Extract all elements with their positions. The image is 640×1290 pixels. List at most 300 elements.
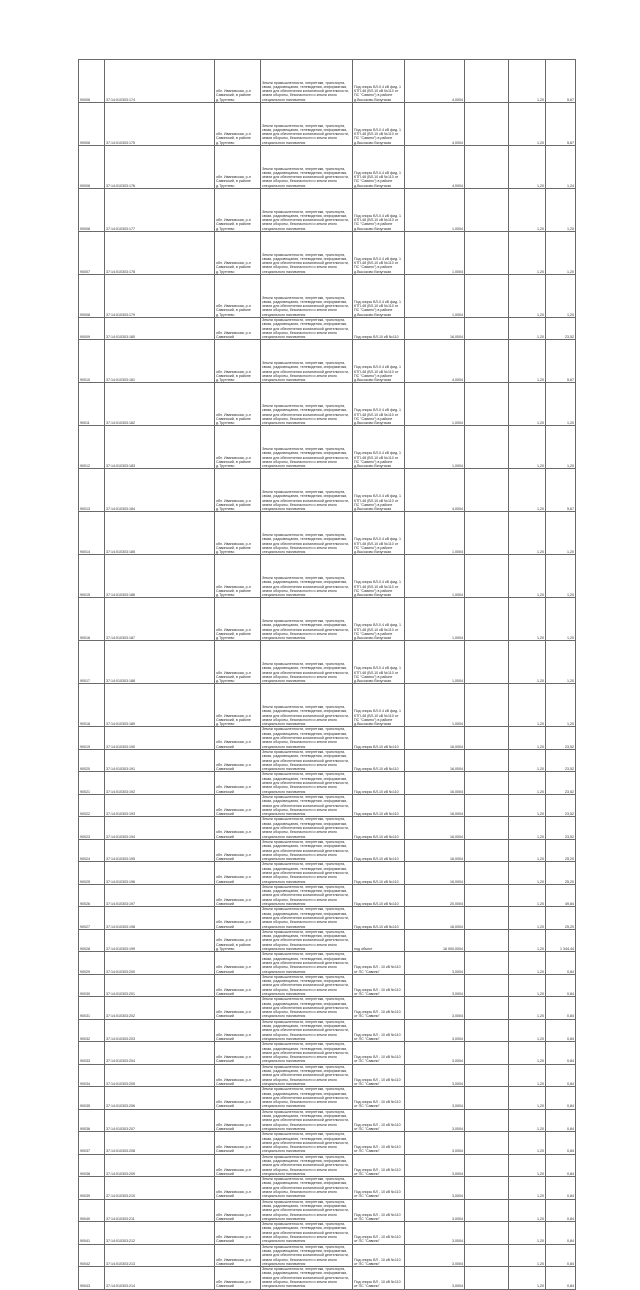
land-category: Земли промышленности, энергетики, транспорта, связи, радиовещания, телевидения, информатики, земли для обеспечения космической деятельности, земли обороны, безопасности и земли иного специального назначения — [261, 1064, 353, 1086]
rate — [465, 598, 509, 641]
row-number: 90038 — [79, 1154, 105, 1176]
row-number: 90007 — [79, 232, 105, 275]
coefficient: 1,20 — [509, 598, 546, 641]
sum: 0,84 — [546, 1109, 576, 1131]
cadastral-number: 37:14:010303:205 — [105, 1064, 215, 1086]
cadastral-number: 37:14:010303:206 — [105, 1087, 215, 1109]
row-number: 90011 — [79, 383, 105, 426]
rate — [465, 1199, 509, 1221]
table-row — [79, 512, 576, 555]
rate — [465, 817, 509, 839]
sum: 0,84 — [546, 1042, 576, 1064]
area: 1,0004 — [405, 383, 465, 426]
land-category: Земли промышленности, энергетики, транспорта, связи, радиовещания, телевидения, информатики, земли для обеспечения космической деятельности, земли обороны, безопасности и земли иного специального назначения — [261, 749, 353, 771]
coefficient: 1,20 — [509, 318, 546, 340]
sum: 23,52 — [546, 817, 576, 839]
table-row — [79, 1064, 576, 1086]
rate — [465, 929, 509, 951]
sum: 5,67 — [546, 60, 576, 103]
land-category: Земли промышленности, энергетики, транспорта, связи, радиовещания, телевидения, информатики, земли для обеспечения космической деятельности, земли обороны, безопасности и земли иного специального назначения — [261, 997, 353, 1019]
area: 16,0004 — [405, 772, 465, 794]
table-row — [79, 794, 576, 816]
land-category: Земли промышленности, энергетики, транспорта, связи, радиовещания, телевидения, информатики, земли для обеспечения космической деятельности, земли обороны, безопасности и земли иного специального назначения — [261, 146, 353, 189]
permitted-use: Под опоры ВЛ-10 кВ №110 — [353, 884, 405, 906]
row-number: 90031 — [79, 997, 105, 1019]
sum: 0,84 — [546, 1244, 576, 1266]
coefficient: 1,20 — [509, 146, 546, 189]
area: 1,0004 — [405, 189, 465, 232]
coefficient: 1,20 — [509, 189, 546, 232]
table-row — [79, 1132, 576, 1154]
coefficient: 1,20 — [509, 340, 546, 383]
land-category: Земли промышленности, энергетики, транспорта, связи, радиовещания, телевидения, информатики, земли для обеспечения космической деятельности, земли обороны, безопасности и земли иного специального назначения — [261, 1177, 353, 1199]
sum: 1,20 — [546, 555, 576, 598]
address: обл. Ивановская, р-н Савинский — [215, 1267, 261, 1289]
area: 3,0004 — [405, 1064, 465, 1086]
coefficient: 1,20 — [509, 1019, 546, 1041]
sum: 1,20 — [546, 275, 576, 318]
coefficient: 1,20 — [509, 1132, 546, 1154]
row-number: 90008 — [79, 275, 105, 318]
land-category: Земли промышленности, энергетики, транспорта, связи, радиовещания, телевидения, информатики, земли для обеспечения космической деятельности, земли обороны, безопасности и земли иного специального назначения — [261, 974, 353, 996]
address: обл. Ивановская, р-н Савинский, в районе д.Трутнево — [215, 512, 261, 555]
table-row — [79, 862, 576, 884]
rate — [465, 749, 509, 771]
permitted-use: Под опоры ВЛ-0.4 кВ фид. 1 КТП-48 (ВЛ-10 кВ №110 от ПС "Савино") в районе д.Высоково Вичугская — [353, 146, 405, 189]
permitted-use: Под опоры ВЛ-0.4 кВ фид. 1 КТП-48 (ВЛ-10 кВ №110 от ПС "Савино") в районе д.Высоково Вичугская — [353, 555, 405, 598]
area: 3,0004 — [405, 1154, 465, 1176]
land-category: Земли промышленности, энергетики, транспорта, связи, радиовещания, телевидения, информатики, земли для обеспечения космической деятельности, земли обороны, безопасности и земли иного специального назначения — [261, 1244, 353, 1266]
cadastral-number: 37:14:010303:182 — [105, 383, 215, 426]
sum: 23,52 — [546, 749, 576, 771]
row-number: 90006 — [79, 60, 105, 103]
sum: 23,52 — [546, 772, 576, 794]
coefficient: 1,20 — [509, 275, 546, 318]
area: 16,0004 — [405, 907, 465, 929]
row-number: 90016 — [79, 598, 105, 641]
sum: 0,84 — [546, 1222, 576, 1244]
rate — [465, 641, 509, 684]
address: обл. Ивановская, р-н Савинский — [215, 907, 261, 929]
coefficient: 1,20 — [509, 1267, 546, 1289]
address: обл. Ивановская, р-н Савинский — [215, 1132, 261, 1154]
land-category: Земли промышленности, энергетики, транспорта, связи, радиовещания, телевидения, информатики, земли для обеспечения космической деятельности, земли обороны, безопасности и земли иного специального назначения — [261, 794, 353, 816]
table-row — [79, 1154, 576, 1176]
table-row — [79, 1087, 576, 1109]
table-row — [79, 817, 576, 839]
permitted-use: Под опоры ВЛ-0.4 кВ фид. 1 КТП-48 (ВЛ-10 кВ №110 от ПС "Савино") в районе д.Высоково Вичугская — [353, 383, 405, 426]
row-number: 90019 — [79, 727, 105, 749]
permitted-use: Под опоры ВЛ - 10 кВ №110 от ПС "Савино" — [353, 1042, 405, 1064]
cadastral-number: 37:14:010303:174 — [105, 60, 215, 103]
coefficient: 1,20 — [509, 60, 546, 103]
sum: 0,84 — [546, 974, 576, 996]
cadastral-number: 37:14:010303:180 — [105, 318, 215, 340]
land-category: Земли промышленности, энергетики, транспорта, связи, радиовещания, телевидения, информатики, земли для обеспечения космической деятельности, земли обороны, безопасности и земли иного специального назначения — [261, 1042, 353, 1064]
table-row — [79, 1109, 576, 1131]
address: обл. Ивановская, р-н Савинский — [215, 727, 261, 749]
permitted-use: Под опоры ВЛ - 10 кВ №110 от ПС "Савино" — [353, 1199, 405, 1221]
sum: 0,84 — [546, 952, 576, 974]
rate — [465, 103, 509, 146]
row-number: 90022 — [79, 794, 105, 816]
permitted-use: Под опоры ВЛ-10 кВ №110 — [353, 727, 405, 749]
address: обл. Ивановская, р-н Савинский — [215, 1244, 261, 1266]
rate — [465, 884, 509, 906]
coefficient: 1,20 — [509, 907, 546, 929]
area: 3,0004 — [405, 1109, 465, 1131]
row-number: 90036 — [79, 1109, 105, 1131]
cadastral-number: 37:14:010303:211 — [105, 1199, 215, 1221]
address: обл. Ивановская, р-н Савинский, в районе д.Трутнево — [215, 340, 261, 383]
address: обл. Ивановская, р-н Савинский — [215, 1154, 261, 1176]
row-number: 90012 — [79, 426, 105, 469]
address: обл. Ивановская, р-н Савинский, в районе д.Трутнево — [215, 103, 261, 146]
permitted-use: Под опоры ВЛ - 10 кВ №110 от ПС "Савино" — [353, 1064, 405, 1086]
permitted-use: Под опоры ВЛ-0.4 кВ фид. 1 КТП-48 (ВЛ-10 кВ №110 от ПС "Савино") в районе д.Высоково Вичугская — [353, 598, 405, 641]
permitted-use: Под опоры ВЛ-0.4 кВ фид. 1 КТП-48 (ВЛ-10 кВ №110 от ПС "Савино") в районе д.Высоково Вичугская — [353, 512, 405, 555]
rate — [465, 189, 509, 232]
table-row — [79, 929, 576, 951]
table-row — [79, 146, 576, 189]
area: 1,0004 — [405, 555, 465, 598]
sum: 1,20 — [546, 232, 576, 275]
cadastral-number: 37:14:010303:189 — [105, 684, 215, 727]
address: обл. Ивановская, р-н Савинский — [215, 839, 261, 861]
row-number: 90041 — [79, 1222, 105, 1244]
cadastral-number: 37:14:010303:179 — [105, 275, 215, 318]
coefficient: 1,20 — [509, 1244, 546, 1266]
sum: 0,84 — [546, 1019, 576, 1041]
coefficient: 1,20 — [509, 426, 546, 469]
coefficient: 1,20 — [509, 555, 546, 598]
area: 4,0004 — [405, 146, 465, 189]
table-row — [79, 884, 576, 906]
area: 3,0004 — [405, 1087, 465, 1109]
table-row — [79, 727, 576, 749]
table-row — [79, 684, 576, 727]
sum: 23,52 — [546, 318, 576, 340]
rate — [465, 275, 509, 318]
address: обл. Ивановская, р-н Савинский — [215, 318, 261, 340]
area: 1,0004 — [405, 512, 465, 555]
rate — [465, 60, 509, 103]
table-row — [79, 469, 576, 512]
sum: 0,84 — [546, 1267, 576, 1289]
rate — [465, 318, 509, 340]
address: обл. Ивановская, р-н Савинский, в районе д.Трутнево — [215, 60, 261, 103]
table-row — [79, 1019, 576, 1041]
row-number: 90039 — [79, 1177, 105, 1199]
rate — [465, 1154, 509, 1176]
address: обл. Ивановская, р-н Савинский — [215, 884, 261, 906]
coefficient: 1,20 — [509, 1199, 546, 1221]
area: 4,0004 — [405, 469, 465, 512]
area: 3,0004 — [405, 974, 465, 996]
area: 3,0004 — [405, 1267, 465, 1289]
land-category: Земли промышленности, энергетики, транспорта, связи, радиовещания, телевидения, информатики, земли для обеспечения космической деятельности, земли обороны, безопасности и земли иного специального назначения — [261, 1019, 353, 1041]
rate — [465, 555, 509, 598]
permitted-use: Под опоры ВЛ-0.4 кВ фид. 1 КТП-48 (ВЛ-10 кВ №110 от ПС "Савино") в районе д.Высоково Вичугская — [353, 469, 405, 512]
area: 3,0004 — [405, 1244, 465, 1266]
address: обл. Ивановская, р-н Савинский, в районе д.Трутнево — [215, 232, 261, 275]
rate — [465, 426, 509, 469]
area: 1,0004 — [405, 426, 465, 469]
address: обл. Ивановская, р-н Савинский — [215, 1109, 261, 1131]
sum: 1,20 — [546, 426, 576, 469]
rate — [465, 1267, 509, 1289]
sum: 49,84 — [546, 884, 576, 906]
area: 1,0004 — [405, 598, 465, 641]
row-number: 90035 — [79, 1087, 105, 1109]
cadastral-number: 37:14:010303:201 — [105, 974, 215, 996]
land-category: Земли промышленности, энергетики, транспорта, связи, радиовещания, телевидения, информатики, земли для обеспечения космической деятельности, земли обороны, безопасности и земли иного специального назначения — [261, 275, 353, 318]
address: обл. Ивановская, р-н Савинский, в районе д.Трутнево — [215, 684, 261, 727]
address: обл. Ивановская, р-н Савинский — [215, 1199, 261, 1221]
cadastral-number: 37:14:010303:199 — [105, 929, 215, 951]
area: 1,0004 — [405, 232, 465, 275]
cadastral-number: 37:14:010303:197 — [105, 884, 215, 906]
row-number: 90017 — [79, 641, 105, 684]
sum: 1,20 — [546, 684, 576, 727]
sum: 0,84 — [546, 1064, 576, 1086]
row-number: 90018 — [79, 684, 105, 727]
area: 4,0004 — [405, 103, 465, 146]
area: 3,0004 — [405, 1199, 465, 1221]
cadastral-number: 37:14:010303:187 — [105, 598, 215, 641]
table-row — [79, 426, 576, 469]
coefficient: 1,20 — [509, 383, 546, 426]
coefficient: 1,20 — [509, 997, 546, 1019]
sum: 5,67 — [546, 340, 576, 383]
permitted-use: Под опоры ВЛ - 10 кВ №110 от ПС "Савино" — [353, 1019, 405, 1041]
land-category: Земли промышленности, энергетики, транспорта, связи, радиовещания, телевидения, информатики, земли для обеспечения космической деятельности, земли обороны, безопасности и земли иного специального назначения — [261, 884, 353, 906]
area: 3,0004 — [405, 1132, 465, 1154]
permitted-use: Под опоры ВЛ - 10 кВ №110 от ПС "Савино" — [353, 1132, 405, 1154]
coefficient: 1,20 — [509, 1064, 546, 1086]
row-number: 90015 — [79, 555, 105, 598]
rate — [465, 1019, 509, 1041]
table-row — [79, 60, 576, 103]
permitted-use: Под опоры ВЛ - 10 кВ №110 от ПС "Савино" — [353, 1244, 405, 1266]
area: 20,0004 — [405, 884, 465, 906]
table-row — [79, 275, 576, 318]
sum: 5,67 — [546, 469, 576, 512]
table-row — [79, 103, 576, 146]
table-row — [79, 772, 576, 794]
rate — [465, 1177, 509, 1199]
sum: 1,20 — [546, 383, 576, 426]
rate — [465, 974, 509, 996]
permitted-use: Под опоры ВЛ - 10 кВ №110 от ПС "Савино" — [353, 1222, 405, 1244]
coefficient: 1,20 — [509, 727, 546, 749]
area: 16,0004 — [405, 318, 465, 340]
rate — [465, 1042, 509, 1064]
cadastral-number: 37:14:010303:214 — [105, 1267, 215, 1289]
row-number: 90030 — [79, 974, 105, 996]
row-number: 90021 — [79, 772, 105, 794]
permitted-use: Под опоры ВЛ - 10 кВ №110 от ПС "Савино" — [353, 1109, 405, 1131]
permitted-use: Под опоры ВЛ-10 кВ №110 — [353, 817, 405, 839]
coefficient: 1,20 — [509, 103, 546, 146]
rate — [465, 1064, 509, 1086]
area: 3,0004 — [405, 997, 465, 1019]
rate — [465, 469, 509, 512]
land-register-table — [78, 59, 575, 1290]
coefficient: 1,20 — [509, 1154, 546, 1176]
row-number: 90020 — [79, 749, 105, 771]
address: обл. Ивановская, р-н Савинский, в районе д.Трутнево — [215, 469, 261, 512]
sum: 0,84 — [546, 1087, 576, 1109]
row-number: 90026 — [79, 884, 105, 906]
land-category: Земли промышленности, энергетики, транспорта, связи, радиовещания, телевидения, информатики, земли для обеспечения космической деятельности, земли обороны, безопасности и земли иного специального назначения — [261, 189, 353, 232]
row-number: 90033 — [79, 1042, 105, 1064]
land-category: Земли промышленности, энергетики, транспорта, связи, радиовещания, телевидения, информатики, земли для обеспечения космической деятельности, земли обороны, безопасности и земли иного специального назначения — [261, 952, 353, 974]
address: обл. Ивановская, р-н Савинский — [215, 1042, 261, 1064]
coefficient: 1,20 — [509, 1109, 546, 1131]
land-category: Земли промышленности, энергетики, транспорта, связи, радиовещания, телевидения, информатики, земли для обеспечения космической деятельности, земли обороны, безопасности и земли иного специального назначения — [261, 60, 353, 103]
address: обл. Ивановская, р-н Савинский, в районе д.Трутнево — [215, 383, 261, 426]
address: обл. Ивановская, р-н Савинский, в районе д.Трутнево — [215, 146, 261, 189]
land-category: Земли промышленности, энергетики, транспорта, связи, радиовещания, телевидения, информатики, земли для обеспечения космической деятельности, земли обороны, безопасности и земли иного специального назначения — [261, 1267, 353, 1289]
permitted-use: Под опоры ВЛ-0.4 кВ фид. 1 КТП-48 (ВЛ-10 кВ №110 от ПС "Савино") в районе д.Высоково Вичугская — [353, 60, 405, 103]
table-row — [79, 1222, 576, 1244]
land-category: Земли промышленности, энергетики, транспорта, связи, радиовещания, телевидения, информатики, земли для обеспечения космической деятельности, земли обороны, безопасности и земли иного специального назначения — [261, 469, 353, 512]
cadastral-number: 37:14:010303:183 — [105, 426, 215, 469]
area: 16,0004 — [405, 839, 465, 861]
table-row — [79, 555, 576, 598]
land-category: Земли промышленности, энергетики, транспорта, связи, радиовещания, телевидения, информатики, земли для обеспечения космической деятельности, земли обороны, безопасности и земли иного специального назначения — [261, 1154, 353, 1176]
coefficient: 1,20 — [509, 1177, 546, 1199]
table-row — [79, 1177, 576, 1199]
table-row — [79, 839, 576, 861]
cadastral-number: 37:14:010303:193 — [105, 794, 215, 816]
area: 3,0004 — [405, 952, 465, 974]
area: 16,0004 — [405, 794, 465, 816]
land-category: Земли промышленности, энергетики, транспорта, связи, радиовещания, телевидения, информатики, земли для обеспечения космической деятельности, земли обороны, безопасности и земли иного специального назначения — [261, 1132, 353, 1154]
rate — [465, 232, 509, 275]
land-category: Земли промышленности, энергетики, транспорта, связи, радиовещания, телевидения, информатики, земли для обеспечения космической деятельности, земли обороны, безопасности и земли иного специального назначения — [261, 1222, 353, 1244]
rate — [465, 146, 509, 189]
land-category: Земли промышленности, энергетики, транспорта, связи, радиовещания, телевидения, информатики, земли для обеспечения космической деятельности, земли обороны, безопасности и земли иного специального назначения — [261, 1199, 353, 1221]
coefficient: 1,20 — [509, 512, 546, 555]
sum: 1,20 — [546, 598, 576, 641]
cadastral-number: 37:14:010303:209 — [105, 1154, 215, 1176]
table-row — [79, 1267, 576, 1289]
rate — [465, 952, 509, 974]
sum: 1 344,44 — [546, 929, 576, 951]
address: обл. Ивановская, р-н Савинский — [215, 862, 261, 884]
rate — [465, 1109, 509, 1131]
coefficient: 1,20 — [509, 884, 546, 906]
permitted-use: Под опоры ВЛ-10 кВ №110 — [353, 907, 405, 929]
permitted-use: Под опоры ВЛ - 10 кВ №110 от ПС "Савино" — [353, 1154, 405, 1176]
rate — [465, 684, 509, 727]
sum: 1,24 — [546, 146, 576, 189]
permitted-use: Под опоры ВЛ-0.4 кВ фид. 1 КТП-48 (ВЛ-10 кВ №110 от ПС "Савино") в районе д.Высоково Вичугская — [353, 641, 405, 684]
sum: 0,84 — [546, 1177, 576, 1199]
cadastral-number: 37:14:010303:175 — [105, 103, 215, 146]
cadastral-number: 37:14:010303:200 — [105, 952, 215, 974]
cadastral-number: 37:14:010303:178 — [105, 232, 215, 275]
cadastral-number: 37:14:010303:190 — [105, 727, 215, 749]
row-number: 90014 — [79, 512, 105, 555]
land-category: Земли промышленности, энергетики, транспорта, связи, радиовещания, телевидения, информатики, земли для обеспечения космической деятельности, земли обороны, безопасности и земли иного специального назначения — [261, 641, 353, 684]
address: обл. Ивановская, р-н Савинский, в районе д.Трутнево — [215, 189, 261, 232]
row-number: 90009 — [79, 318, 105, 340]
cadastral-number: 37:14:010303:210 — [105, 1177, 215, 1199]
area: 1,0004 — [405, 641, 465, 684]
permitted-use: Под опоры ВЛ-10 кВ №110 — [353, 749, 405, 771]
cadastral-number: 37:14:010303:181 — [105, 340, 215, 383]
coefficient: 1,20 — [509, 952, 546, 974]
land-category: Земли промышленности, энергетики, транспорта, связи, радиовещания, телевидения, информатики, земли для обеспечения космической деятельности, земли обороны, безопасности и земли иного специального назначения — [261, 772, 353, 794]
permitted-use: Под опоры ВЛ-0.4 кВ фид. 1 КТП-48 (ВЛ-10 кВ №110 от ПС "Савино") в районе д.Высоково Вичугская — [353, 232, 405, 275]
coefficient: 1,20 — [509, 772, 546, 794]
coefficient: 1,20 — [509, 839, 546, 861]
rate — [465, 340, 509, 383]
permitted-use: Под опоры ВЛ - 10 кВ №110 от ПС "Савино" — [353, 997, 405, 1019]
sum: 0,84 — [546, 1199, 576, 1221]
table-row — [79, 383, 576, 426]
permitted-use: Под опоры ВЛ-10 кВ №110 — [353, 318, 405, 340]
sum: 5,67 — [546, 103, 576, 146]
rate — [465, 1222, 509, 1244]
row-number: 90025 — [79, 862, 105, 884]
cadastral-number: 37:14:010303:176 — [105, 146, 215, 189]
address: обл. Ивановская, р-н Савинский — [215, 1087, 261, 1109]
cadastral-number: 37:14:010303:207 — [105, 1109, 215, 1131]
rate — [465, 727, 509, 749]
row-number: 90028 — [79, 929, 105, 951]
permitted-use: Под опоры ВЛ-0.4 кВ фид. 1 КТП-48 (ВЛ-10 кВ №110 от ПС "Савино") в районе д.Высоково Вичугская — [353, 103, 405, 146]
land-category: Земли промышленности, энергетики, транспорта, связи, радиовещания, телевидения, информатики, земли для обеспечения космической деятельности, земли обороны, безопасности и земли иного специального назначения — [261, 426, 353, 469]
permitted-use: Под опоры ВЛ-0.4 кВ фид. 1 КТП-48 (ВЛ-10 кВ №110 от ПС "Савино") в районе д.Высоково Вичугская — [353, 189, 405, 232]
cadastral-number: 37:14:010303:195 — [105, 839, 215, 861]
sum: 1,20 — [546, 512, 576, 555]
rate — [465, 997, 509, 1019]
permitted-use: Под опоры ВЛ - 10 кВ №110 от ПС "Савино" — [353, 952, 405, 974]
address: обл. Ивановская, р-н Савинский — [215, 749, 261, 771]
coefficient: 1,20 — [509, 641, 546, 684]
sum: 1,20 — [546, 189, 576, 232]
area: 3,0004 — [405, 1222, 465, 1244]
table-row — [79, 318, 576, 340]
table-row — [79, 974, 576, 996]
address: обл. Ивановская, р-н Савинский — [215, 1064, 261, 1086]
coefficient: 1,20 — [509, 469, 546, 512]
rate — [465, 1132, 509, 1154]
row-number: 90037 — [79, 1132, 105, 1154]
row-number: 90024 — [79, 839, 105, 861]
land-category: Земли промышленности, энергетики, транспорта, связи, радиовещания, телевидения, информатики, земли для обеспечения космической деятельности, земли обороны, безопасности и земли иного специального назначения — [261, 817, 353, 839]
coefficient: 1,20 — [509, 1087, 546, 1109]
cadastral-number: 37:14:010303:202 — [105, 997, 215, 1019]
cadastral-number: 37:14:010303:185 — [105, 512, 215, 555]
cadastral-number: 37:14:010303:192 — [105, 772, 215, 794]
permitted-use: Под опоры ВЛ-10 кВ №110 — [353, 862, 405, 884]
coefficient: 1,20 — [509, 794, 546, 816]
land-category: Земли промышленности, энергетики, транспорта, связи, радиовещания, телевидения, информатики, земли для обеспечения космической деятельности, земли обороны, безопасности и земли иного специального назначения — [261, 512, 353, 555]
rate — [465, 794, 509, 816]
land-category: Земли промышленности, энергетики, транспорта, связи, радиовещания, телевидения, информатики, земли для обеспечения космической деятельности, земли обороны, безопасности и земли иного специального назначения — [261, 318, 353, 340]
address: обл. Ивановская, р-н Савинский, в районе д.Трутнево — [215, 275, 261, 318]
cadastral-number: 37:14:010303:196 — [105, 862, 215, 884]
table-row — [79, 641, 576, 684]
address: обл. Ивановская, р-н Савинский — [215, 974, 261, 996]
coefficient: 1,20 — [509, 684, 546, 727]
table-row — [79, 749, 576, 771]
